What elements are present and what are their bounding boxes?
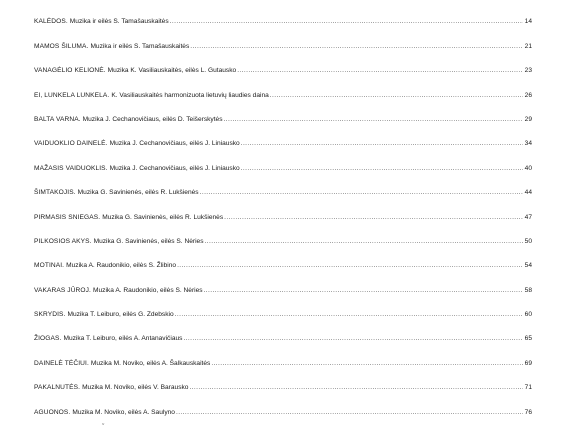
dot-leader xyxy=(177,260,523,272)
entry-page: 76 xyxy=(524,408,532,416)
entry-author: K. Vasiliauskaitės harmonizuota lietuvių liaudies daina xyxy=(111,91,269,99)
entry-title: MAŽASIS VAIDUOKLIS. xyxy=(34,164,108,172)
toc-entry xyxy=(34,382,532,406)
entry-author: Muzika G. Savinienės, eilės R. Lukšienės xyxy=(102,213,224,221)
entry-author: Muzika ir eilės S. Tamašauskaitės xyxy=(90,42,190,50)
entry-page: 26 xyxy=(524,91,532,99)
entry-title: VAKARAS JŪROJ. xyxy=(34,286,91,294)
entry-author: Muzika G. Savinienės, eilės R. Lukšienės xyxy=(77,189,199,197)
toc-entry xyxy=(34,41,532,65)
entry-author: Muzika M. Noviko, eilės A. Šalkauskaitės xyxy=(90,359,211,367)
table-of-contents xyxy=(34,0,532,431)
entry-page: 34 xyxy=(524,140,532,148)
entry-author: Muzika M. Noviko, eilės A. Saulyno xyxy=(72,408,175,416)
entry-title: PILKOSIOS AKYS. xyxy=(34,237,92,245)
toc-entry xyxy=(34,358,532,382)
entry-title: KALĖDOS. xyxy=(34,18,68,26)
dot-leader xyxy=(175,309,523,321)
entry-page: 65 xyxy=(524,335,532,343)
entry-title: BALTA VARNA. xyxy=(34,115,81,123)
entry-page: 21 xyxy=(524,42,532,50)
dot-leader xyxy=(190,41,523,53)
toc-entry xyxy=(34,0,532,16)
entry-page xyxy=(524,0,532,4)
dot-leader xyxy=(183,333,523,345)
toc-entry xyxy=(34,285,532,309)
dot-leader xyxy=(200,187,523,199)
entry-page: 40 xyxy=(524,164,532,172)
entry-title: VAIDUOKLIO DAINELĖ. xyxy=(34,140,108,148)
dot-leader xyxy=(176,407,523,419)
entry-author: Muzika T. Leiburo, eilės G. Zdebskio xyxy=(67,311,174,319)
dot-leader xyxy=(204,285,523,297)
entry-author xyxy=(57,0,156,4)
entry-author: Muzika A. Raudonikio, eilės S. Žlibino xyxy=(66,262,177,270)
entry-page: 69 xyxy=(524,359,532,367)
entry-page: 14 xyxy=(524,18,532,26)
dot-leader xyxy=(224,114,523,126)
dot-leader xyxy=(270,90,523,102)
entry-page: 54 xyxy=(524,262,532,270)
entry-author: Muzika G. Savinienės, eilės S. Nėries xyxy=(93,237,204,245)
entry-title: DAINELĖ TĖČIUI. xyxy=(34,359,89,367)
toc-entry xyxy=(34,333,532,357)
dot-leader xyxy=(205,236,523,248)
entry-author: Muzika K. Vasiliauskaitės, eilės L. Gutausko xyxy=(107,67,237,75)
entry-title: ŠIMTAKOJIS. xyxy=(34,189,76,197)
entry-page: 50 xyxy=(524,237,532,245)
entry-title: SKRYDIS. xyxy=(34,311,66,319)
toc-entry xyxy=(34,114,532,138)
toc-entry xyxy=(34,236,532,260)
entry-author: Muzika T. Leiburo, eilės A. Antanavičiaus xyxy=(63,335,183,343)
entry-title xyxy=(34,0,55,4)
toc-entry xyxy=(34,260,532,284)
toc-entry xyxy=(34,212,532,236)
dot-leader xyxy=(241,163,523,175)
entry-title: EI, LUNKELA LUNKELA. xyxy=(34,91,110,99)
toc-entry xyxy=(34,309,532,333)
dot-leader xyxy=(170,16,523,28)
entry-page: 71 xyxy=(524,384,532,392)
toc-entry xyxy=(34,187,532,211)
entry-page: 47 xyxy=(524,213,532,221)
dot-leader xyxy=(237,65,523,77)
toc-entry xyxy=(34,90,532,114)
entry-page: 29 xyxy=(524,115,532,123)
entry-page: 60 xyxy=(524,311,532,319)
dot-leader xyxy=(211,358,523,370)
dot-leader xyxy=(241,138,523,150)
entry-title: PIRMASIS SNIEGAS. xyxy=(34,213,101,221)
entry-author: Muzika M. Noviko, eilės V. Barausko xyxy=(82,384,189,392)
toc-entry xyxy=(34,138,532,162)
entry-author: Muzika J. Cechanovičiaus, eilės J. Liniausko xyxy=(109,140,240,148)
entry-author: Muzika J. Cechanovičiaus, eilės J. Liniausko xyxy=(109,164,240,172)
toc-entry xyxy=(34,163,532,187)
entry-author: Muzika A. Raudonikio, eilės S. Nėries xyxy=(92,286,203,294)
entry-title: ŽIOGAS. xyxy=(34,335,62,343)
entry-title: VANAGĖLIO KELIONĖ. xyxy=(34,67,106,75)
toc-entry xyxy=(34,407,532,431)
entry-author: Muzika J. Cechanovičiaus, eilės D. Teišerskytės xyxy=(82,115,223,123)
toc-entry xyxy=(34,65,532,89)
dot-leader xyxy=(224,212,523,224)
entry-author: Muzika ir eilės S. Tamašauskaitės xyxy=(69,18,169,26)
dot-leader xyxy=(156,0,523,4)
entry-page: 44 xyxy=(524,189,532,197)
entry-title: MAMOS ŠILUMA. xyxy=(34,42,89,50)
entry-title: PAKALNUTĖS. xyxy=(34,384,81,392)
entry-page: 58 xyxy=(524,286,532,294)
entry-page: 23 xyxy=(524,67,532,75)
caron-mark-icon: ˇ xyxy=(102,424,105,431)
dot-leader xyxy=(189,382,523,394)
toc-entry xyxy=(34,16,532,40)
entry-title: MOTINAI. xyxy=(34,262,65,270)
entry-title: AGUONOS. xyxy=(34,408,71,416)
